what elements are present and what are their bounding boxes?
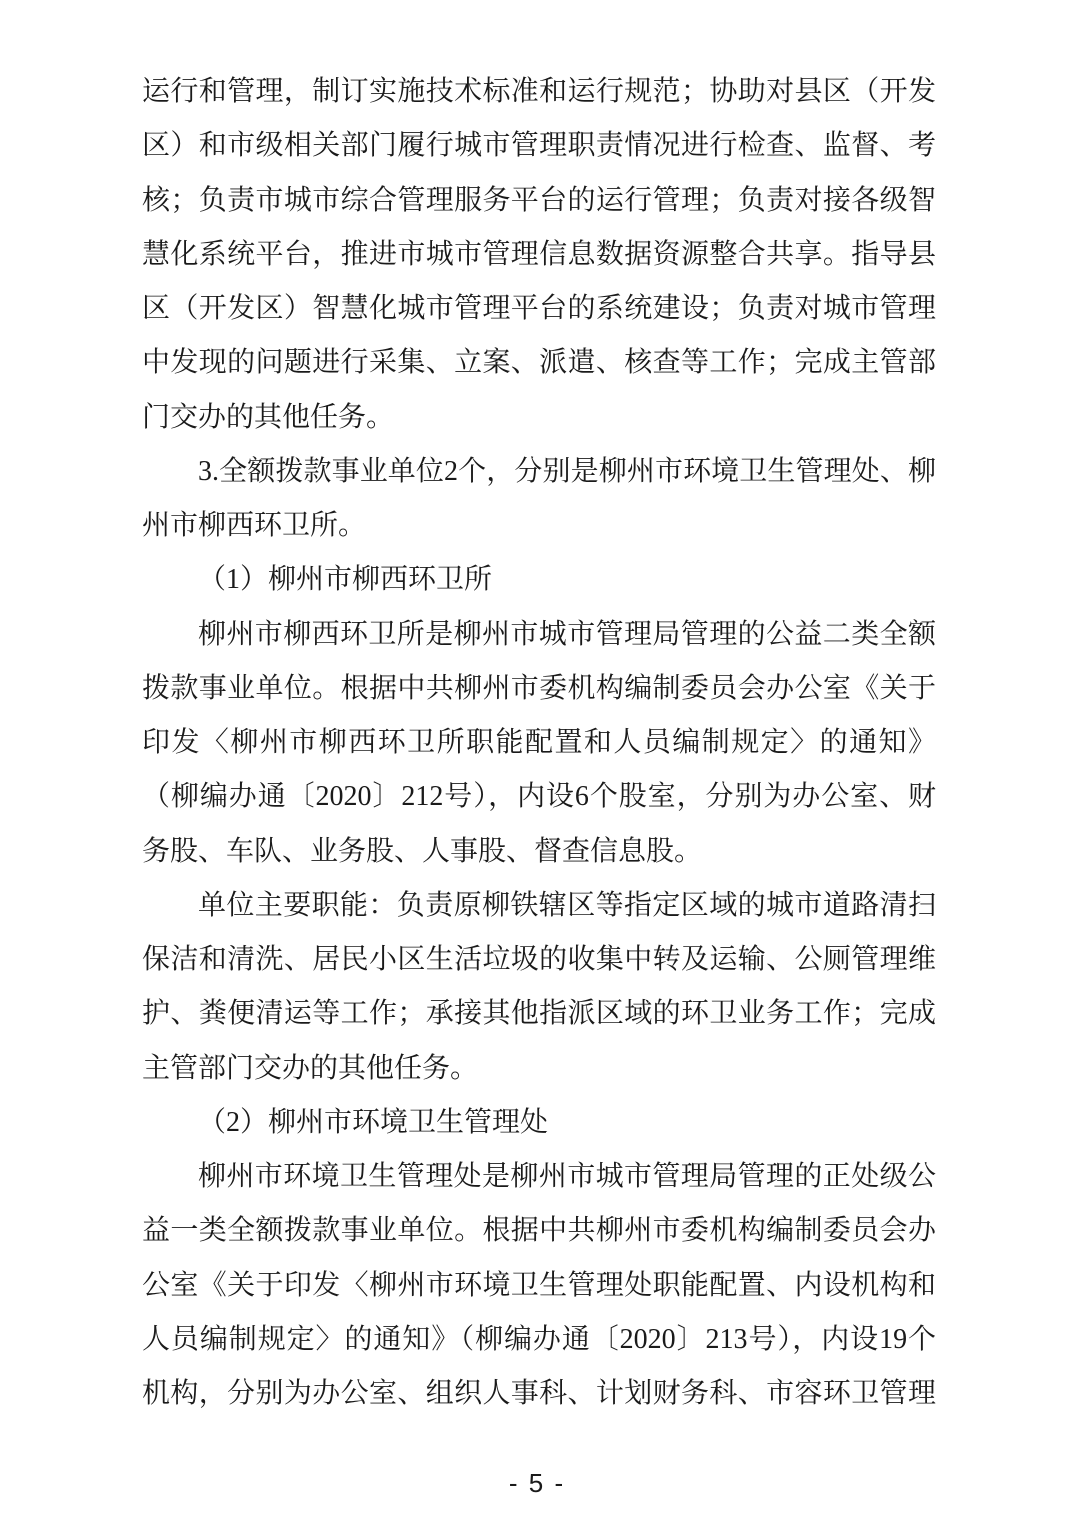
text-line: 3.全额拨款事业单位2个，分别是柳州市环境卫生管理处、柳 (198, 455, 936, 487)
text-line: 区（开发区）智慧化城市管理平台的系统建设；负责对城市管理 (142, 293, 936, 324)
text-line: 机构，分别为办公室、组织人事科、计划财务科、市容环卫管理 (142, 1378, 936, 1409)
text-line: （柳编办通〔2020〕212号），内设6个股室，分别为办公室、财 (142, 781, 936, 813)
text-line: 印发〈柳州市柳西环卫所职能配置和人员编制规定〉的通知》 (142, 727, 936, 758)
document-body (142, 65, 936, 1421)
text-line: 务股、车队、业务股、人事股、督查信息股。 (142, 835, 703, 867)
subsection-heading: （2）柳州市环境卫生管理处 (198, 1106, 549, 1138)
text-line: 人员编制规定〉的通知》（柳编办通〔2020〕213号），内设19个 (142, 1323, 936, 1355)
text-line: 运行和管理，制订实施技术标准和运行规范；协助对县区（开发 (142, 76, 936, 107)
text-line: 单位主要职能：负责原柳铁辖区等指定区域的城市道路清扫 (198, 889, 936, 921)
text-line: 慧化系统平台，推进市城市管理信息数据资源整合共享。指导县 (142, 238, 936, 270)
page-number: - 5 - (508, 1468, 566, 1498)
text-line: 公室《关于印发〈柳州市环境卫生管理处职能配置、内设机构和 (142, 1269, 936, 1301)
subsection-heading: （1）柳州市柳西环卫所 (198, 564, 493, 596)
text-line: 护、粪便清运等工作；承接其他指派区域的环卫业务工作；完成 (142, 998, 936, 1030)
text-line: 门交办的其他任务。 (142, 401, 395, 433)
text-line: 主管部门交办的其他任务。 (142, 1052, 479, 1084)
text-line: 柳州市环境卫生管理处是柳州市城市管理局管理的正处级公 (198, 1161, 936, 1192)
text-line: 拨款事业单位。根据中共柳州市委机构编制委员会办公室《关于 (142, 672, 936, 704)
text-line: 区）和市级相关部门履行城市管理职责情况进行检查、监督、考 (142, 130, 936, 162)
text-line: 柳州市柳西环卫所是柳州市城市管理局管理的公益二类全额 (198, 618, 936, 650)
text-line: 核；负责市城市综合管理服务平台的运行管理；负责对接各级智 (142, 184, 936, 216)
text-line: 益一类全额拨款事业单位。根据中共柳州市委机构编制委员会办 (142, 1215, 936, 1247)
text-line: 保洁和清洗、居民小区生活垃圾的收集中转及运输、公厕管理维 (142, 944, 936, 975)
text-line: 州市柳西环卫所。 (142, 510, 367, 541)
text-line: 中发现的问题进行采集、立案、派遣、核查等工作；完成主管部 (142, 347, 936, 379)
